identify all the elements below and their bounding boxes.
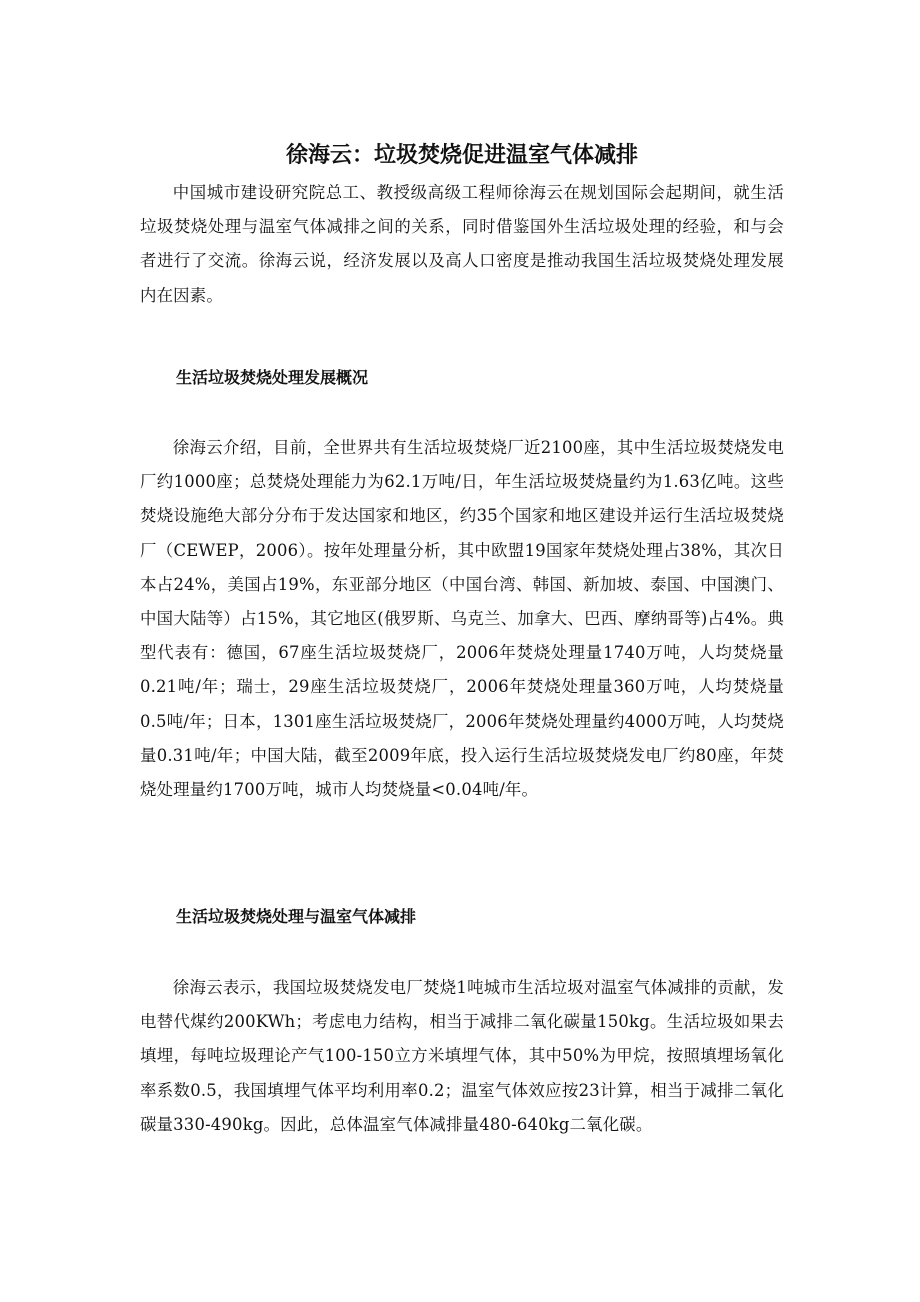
document-title: 徐海云：垃圾焚烧促进温室气体减排 <box>285 143 638 168</box>
section-heading-emission: 生活垃圾焚烧处理与温室气体减排 <box>176 907 417 926</box>
section-body-emission: 徐海云表示，我国垃圾焚烧发电厂焚烧1吨城市生活垃圾对温室气体减排的贡献，发电替代煤约200KWh；考虑电力结构，相当于减排二氧化碳量150kg。生活垃圾如果去填埋，每吨垃圾理论产气100-150立方米填埋气体，其中50%为甲烷，按照填埋场氧化率系数0.5，我国填埋气体平均利用率0.2；温室气体效应按23计算，相当于减排二氧化碳量330-490kg。因此，总体温室气体减排量480-640kg二氧化碳。 <box>140 978 784 1134</box>
section-heading-overview: 生活垃圾焚烧处理发展概况 <box>176 368 369 387</box>
section-body-overview: 徐海云介绍，目前，全世界共有生活垃圾焚烧厂近2100座，其中生活垃圾焚烧发电厂约1000座；总焚烧处理能力为62.1万吨/日，年生活垃圾焚烧量约为1.63亿吨。这些焚烧设施绝大部分分布于发达国家和地区，约35个国家和地区建设并运行生活垃圾焚烧厂（CEWEP，2006）。按年处理量分析，其中欧盟19国家年焚烧处理占38%，其次日本占24%，美国占19%，东亚部分地区（中国台湾、韩国、新加坡、泰国、中国澳门、中国大陆等）占15%，其它地区(俄罗斯、乌克兰、加拿大、巴西、摩纳哥等)占4%。典型代表有：德国，67座生活垃圾焚烧厂，2006年焚烧处理量1740万吨，人均焚烧量0.21吨/年；瑞士，29座生活垃圾焚烧厂，2006年焚烧处理量360万吨，人均焚烧量0.5吨/年；日本，1301座生活垃圾焚烧厂，2006年焚烧处理量约4000万吨，人均焚烧量0.31吨/年；中国大陆，截至2009年底，投入运行生活垃圾焚烧发电厂约80座，年焚烧处理量约1700万吨，城市人均焚烧量<0.04吨/年。 <box>140 438 784 800</box>
intro-paragraph: 中国城市建设研究院总工、教授级高级工程师徐海云在规划国际会起期间，就生活垃圾焚烧处理与温室气体减排之间的关系，同时借鉴国外生活垃圾处理的经验，和与会者进行了交流。徐海云说，经济发展以及高人口密度是推动我国生活垃圾焚烧处理发展内在因素。 <box>140 183 784 305</box>
